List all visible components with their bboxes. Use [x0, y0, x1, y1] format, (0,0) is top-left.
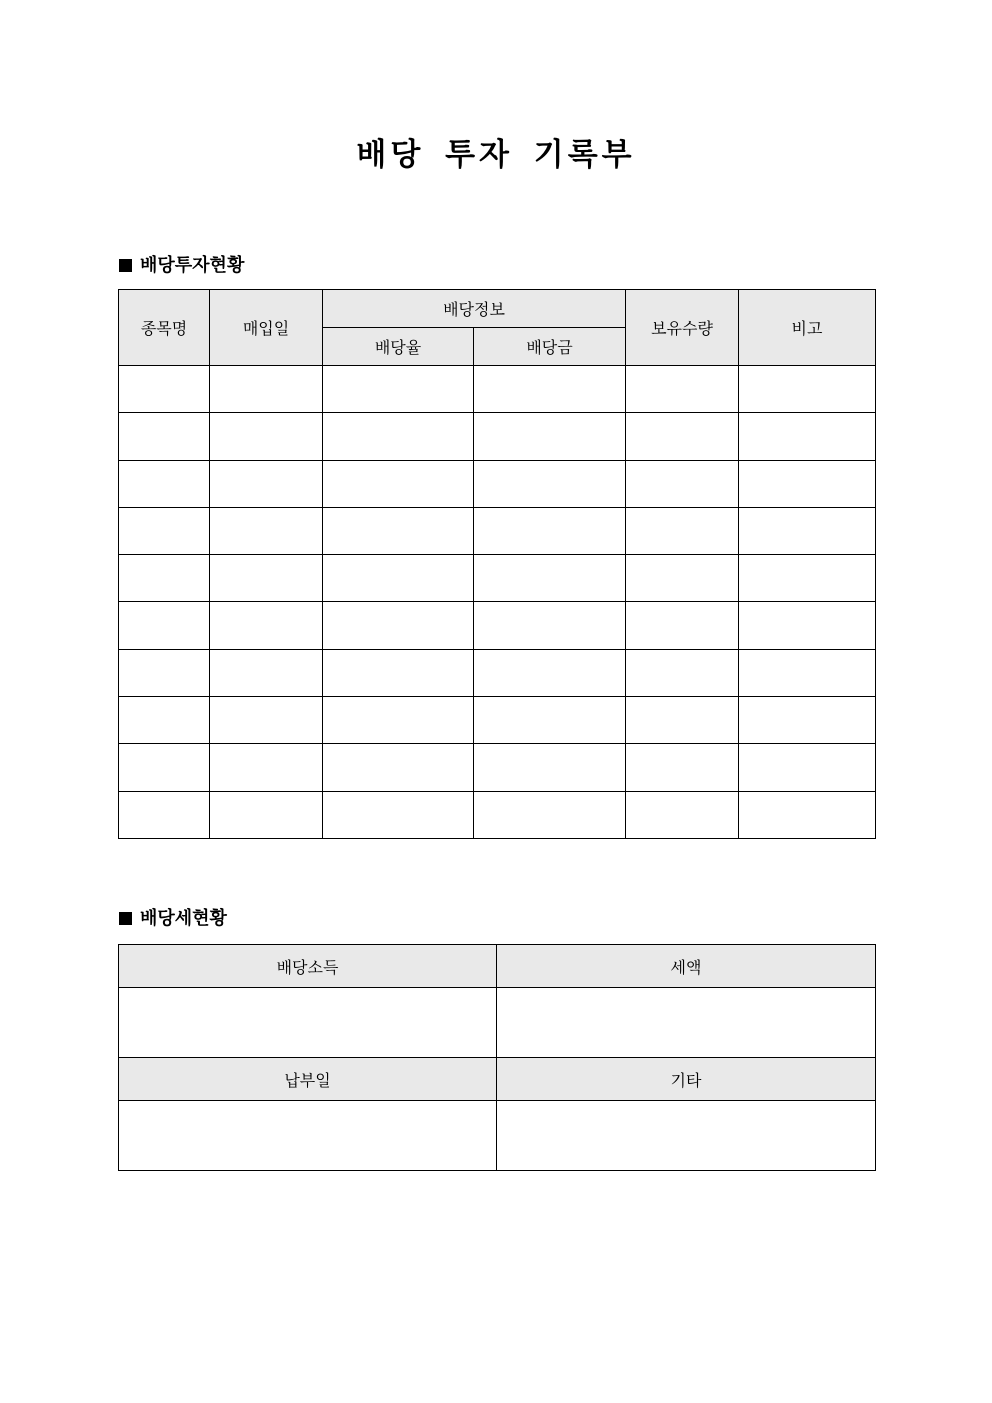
square-bullet-icon	[119, 912, 132, 925]
purchase-date-cell[interactable]	[210, 744, 323, 791]
purchase-date-cell[interactable]	[210, 649, 323, 696]
dividend-rate-cell[interactable]	[323, 507, 474, 554]
quantity-cell[interactable]	[626, 366, 739, 413]
dividend-amount-cell[interactable]	[474, 649, 626, 696]
dividend-amount-cell[interactable]	[474, 413, 626, 460]
header-other: 기타	[497, 1058, 876, 1101]
header-payment-date: 납부일	[119, 1058, 497, 1101]
dividend-amount-cell[interactable]	[474, 460, 626, 507]
purchase-date-cell[interactable]	[210, 697, 323, 744]
section-heading-label: 배당투자현황	[140, 255, 245, 276]
dividend-rate-cell[interactable]	[323, 744, 474, 791]
purchase-date-cell[interactable]	[210, 413, 323, 460]
stock-name-cell[interactable]	[119, 649, 210, 696]
table-row	[119, 744, 876, 791]
dividend-amount-cell[interactable]	[474, 555, 626, 602]
stock-name-cell[interactable]	[119, 697, 210, 744]
table-row	[119, 649, 876, 696]
dividend-tax-table	[118, 944, 876, 1171]
table-row	[119, 413, 876, 460]
table-row	[119, 507, 876, 554]
stock-name-cell[interactable]	[119, 507, 210, 554]
table-row	[119, 366, 876, 413]
header-dividend-info: 배당정보	[323, 290, 626, 328]
stock-name-cell[interactable]	[119, 366, 210, 413]
header-stock-name: 종목명	[119, 290, 210, 366]
dividend-rate-cell[interactable]	[323, 697, 474, 744]
stock-name-cell[interactable]	[119, 744, 210, 791]
header-purchase-date: 매입일	[210, 290, 323, 366]
note-cell[interactable]	[739, 744, 876, 791]
dividend-rate-cell[interactable]	[323, 460, 474, 507]
header-dividend-rate: 배당율	[323, 328, 474, 366]
purchase-date-cell[interactable]	[210, 366, 323, 413]
purchase-date-cell[interactable]	[210, 602, 323, 649]
table-row	[119, 460, 876, 507]
stock-name-cell[interactable]	[119, 791, 210, 838]
dividend-investment-table	[118, 289, 876, 839]
purchase-date-cell[interactable]	[210, 507, 323, 554]
note-cell[interactable]	[739, 697, 876, 744]
purchase-date-cell[interactable]	[210, 791, 323, 838]
header-dividend-amount: 배당금	[474, 328, 626, 366]
quantity-cell[interactable]	[626, 413, 739, 460]
note-cell[interactable]	[739, 602, 876, 649]
note-cell[interactable]	[739, 366, 876, 413]
dividend-amount-cell[interactable]	[474, 697, 626, 744]
other-cell[interactable]	[497, 1101, 876, 1171]
dividend-rate-cell[interactable]	[323, 366, 474, 413]
dividend-rate-cell[interactable]	[323, 791, 474, 838]
note-cell[interactable]	[739, 649, 876, 696]
dividend-rate-cell[interactable]	[323, 413, 474, 460]
header-quantity: 보유수량	[626, 290, 739, 366]
tax-amount-cell[interactable]	[497, 988, 876, 1058]
note-cell[interactable]	[739, 791, 876, 838]
stock-name-cell[interactable]	[119, 602, 210, 649]
quantity-cell[interactable]	[626, 507, 739, 554]
section-heading-label: 배당세현황	[140, 908, 227, 929]
table-row	[119, 555, 876, 602]
dividend-amount-cell[interactable]	[474, 744, 626, 791]
dividend-amount-cell[interactable]	[474, 791, 626, 838]
dividend-rate-cell[interactable]	[323, 602, 474, 649]
note-cell[interactable]	[739, 507, 876, 554]
header-tax-amount: 세액	[497, 945, 876, 988]
purchase-date-cell[interactable]	[210, 460, 323, 507]
dividend-amount-cell[interactable]	[474, 602, 626, 649]
dividend-amount-cell[interactable]	[474, 507, 626, 554]
quantity-cell[interactable]	[626, 555, 739, 602]
quantity-cell[interactable]	[626, 744, 739, 791]
payment-date-cell[interactable]	[119, 1101, 497, 1171]
section-heading-tax	[119, 907, 227, 931]
header-note: 비고	[739, 290, 876, 366]
quantity-cell[interactable]	[626, 460, 739, 507]
page-title: 배당 투자 기록부	[356, 137, 636, 173]
table-row	[119, 602, 876, 649]
header-dividend-income: 배당소득	[119, 945, 497, 988]
quantity-cell[interactable]	[626, 791, 739, 838]
note-cell[interactable]	[739, 460, 876, 507]
section-heading-investment	[119, 254, 244, 278]
stock-name-cell[interactable]	[119, 555, 210, 602]
quantity-cell[interactable]	[626, 602, 739, 649]
purchase-date-cell[interactable]	[210, 555, 323, 602]
table-row	[119, 697, 876, 744]
note-cell[interactable]	[739, 413, 876, 460]
table-row	[119, 791, 876, 838]
dividend-rate-cell[interactable]	[323, 649, 474, 696]
stock-name-cell[interactable]	[119, 413, 210, 460]
dividend-amount-cell[interactable]	[474, 366, 626, 413]
dividend-income-cell[interactable]	[119, 988, 497, 1058]
investment-table-body	[119, 366, 876, 839]
note-cell[interactable]	[739, 555, 876, 602]
quantity-cell[interactable]	[626, 697, 739, 744]
stock-name-cell[interactable]	[119, 460, 210, 507]
quantity-cell[interactable]	[626, 649, 739, 696]
square-bullet-icon	[119, 259, 132, 272]
dividend-rate-cell[interactable]	[323, 555, 474, 602]
